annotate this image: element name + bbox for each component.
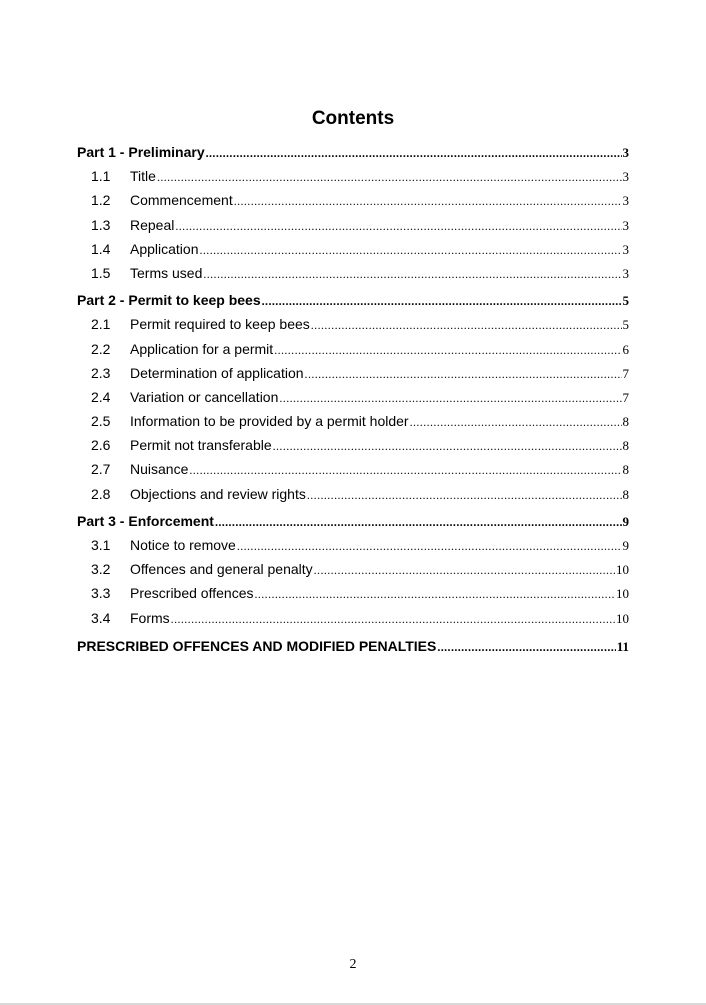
toc-page-number: 3: [622, 193, 629, 209]
toc-entry[interactable]: [77, 433, 629, 457]
toc-entry-label: Permit not transferable: [130, 437, 272, 454]
toc-page-number: 10: [616, 610, 629, 626]
toc-part-heading[interactable]: [77, 509, 629, 533]
toc-entry-label: Nuisance: [130, 461, 189, 478]
dot-leader: [307, 483, 622, 507]
toc-part-heading-label: Part 2 - Permit to keep bees: [77, 292, 261, 309]
toc-entry[interactable]: [77, 581, 629, 605]
toc-entry-number: 1.4: [91, 240, 111, 257]
toc-page-number: 11: [616, 638, 629, 654]
table-of-contents: [77, 140, 629, 658]
toc-entry-number: 1.5: [91, 264, 111, 281]
toc-entry-label: Application: [130, 240, 199, 257]
toc-entry-label: Objections and review rights: [130, 485, 306, 502]
dot-leader: [157, 165, 622, 189]
toc-page-number: 3: [622, 265, 629, 281]
toc-page-number: 9: [622, 538, 629, 553]
toc-entry-label: Prescribed offences: [130, 585, 254, 602]
toc-entry-label: Repeal: [130, 216, 175, 233]
toc-entry[interactable]: [77, 533, 629, 557]
toc-entry-number: 3.4: [91, 609, 111, 626]
toc-entry-number: 2.1: [91, 316, 111, 333]
toc-entry-number: 2.2: [91, 340, 111, 357]
dot-leader: [200, 238, 622, 262]
toc-entry-label: Determination of application: [130, 364, 304, 381]
toc-entry[interactable]: [77, 409, 629, 433]
toc-entry-label: Forms: [130, 609, 170, 626]
toc-entry-number: 1.3: [91, 216, 111, 233]
dot-leader: [437, 635, 615, 659]
toc-page-number: 7: [622, 365, 629, 381]
toc-entry-number: 2.7: [91, 461, 111, 478]
toc-entry-number: 2.4: [91, 388, 111, 405]
toc-page-number: 8: [622, 414, 629, 430]
contents-title: Contents: [311, 108, 395, 129]
toc-entry[interactable]: [77, 557, 629, 581]
dot-leader: [410, 410, 622, 434]
toc-entry-number: 2.6: [91, 437, 111, 454]
toc-part-2: [77, 288, 629, 506]
toc-entry-label: Permit required to keep bees: [130, 316, 310, 333]
page-number: 2: [349, 957, 357, 972]
dot-leader: [237, 534, 622, 558]
toc-part-heading[interactable]: [77, 288, 629, 312]
dot-leader: [171, 607, 615, 631]
toc-entry[interactable]: [77, 261, 629, 285]
toc-page-number: 10: [616, 586, 629, 602]
toc-entry-number: 2.5: [91, 413, 111, 430]
toc-entry[interactable]: [77, 385, 629, 409]
toc-page-number: 3: [622, 169, 629, 185]
toc-page-number: 3: [622, 241, 629, 257]
dot-leader: [203, 262, 621, 286]
toc-entry[interactable]: [77, 188, 629, 212]
toc-entry[interactable]: [77, 457, 629, 481]
dot-leader: [305, 362, 622, 386]
toc-page-number: 10: [616, 562, 629, 578]
toc-entry-label: Terms used: [130, 264, 203, 281]
toc-entry-number: 3.1: [91, 537, 111, 553]
toc-page-number: 8: [622, 462, 629, 478]
dot-leader: [311, 313, 622, 337]
toc-page-number: 3: [622, 217, 629, 233]
toc-entry-number: 3.3: [91, 585, 111, 602]
toc-entry-label: Variation or cancellation: [130, 388, 279, 405]
dot-leader: [206, 141, 622, 165]
dot-leader: [189, 458, 621, 482]
toc-entry[interactable]: [77, 312, 629, 336]
dot-leader: [274, 338, 621, 362]
toc-entry-number: 1.2: [91, 192, 111, 209]
toc-part-heading-label: Part 1 - Preliminary: [77, 144, 205, 160]
dot-leader: [215, 510, 622, 534]
toc-part-heading-label: Part 3 - Enforcement: [77, 512, 214, 529]
dot-leader: [273, 434, 622, 458]
toc-page-number: 8: [622, 486, 629, 502]
toc-entry-label: Notice to remove: [130, 537, 236, 553]
toc-page-number: 9: [622, 513, 629, 529]
toc-entry-label: Offences and general penalty: [130, 561, 313, 578]
toc-part-heading[interactable]: [77, 140, 629, 164]
toc-entry-label: Application for a permit: [130, 340, 274, 357]
dot-leader: [314, 558, 615, 582]
dot-leader: [254, 582, 615, 606]
dot-leader: [234, 189, 622, 213]
toc-final-heading-label: PRESCRIBED OFFENCES AND MODIFIED PENALTIES: [77, 637, 437, 654]
toc-page-number: 8: [622, 438, 629, 454]
dot-leader: [262, 289, 622, 313]
toc-entry-label: Title: [130, 168, 156, 185]
dot-leader: [175, 214, 621, 238]
toc-entry-number: 2.8: [91, 485, 111, 502]
toc-entry-number: 2.3: [91, 364, 111, 381]
dot-leader: [279, 386, 621, 410]
toc-entry[interactable]: [77, 482, 629, 506]
toc-entry-number: 1.1: [91, 168, 111, 185]
toc-final-heading[interactable]: [77, 634, 629, 658]
toc-page-number: 5: [622, 293, 629, 309]
toc-entry-label: Information to be provided by a permit holder: [130, 413, 409, 430]
toc-page-number: 7: [622, 389, 629, 405]
toc-entry[interactable]: [77, 164, 629, 188]
toc-entry[interactable]: [77, 361, 629, 385]
toc-page-number: 5: [622, 317, 629, 333]
toc-page-number: 6: [622, 341, 629, 357]
toc-entry[interactable]: [77, 237, 629, 261]
toc-page-number: 3: [622, 145, 629, 160]
toc-entry-label: Commencement: [130, 192, 233, 209]
toc-entry[interactable]: [77, 213, 629, 237]
toc-part-3: [77, 509, 629, 630]
toc-entry[interactable]: [77, 337, 629, 361]
toc-entry[interactable]: [77, 606, 629, 630]
toc-part-1: [77, 140, 629, 285]
toc-entry-number: 3.2: [91, 561, 111, 578]
